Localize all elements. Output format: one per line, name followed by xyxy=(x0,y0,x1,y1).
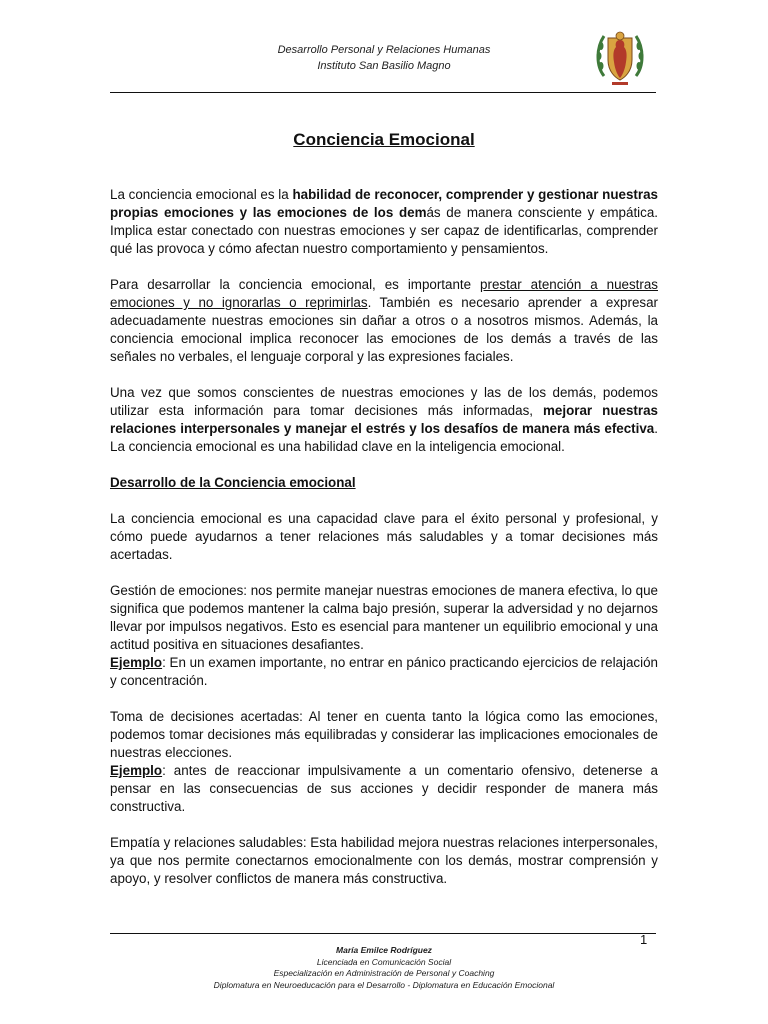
document-body xyxy=(110,186,658,906)
footer-divider xyxy=(110,933,656,934)
example-label: Ejemplo xyxy=(110,763,163,778)
paragraph-example-2 xyxy=(110,762,658,816)
section-subheading: Desarrollo de la Conciencia emocional xyxy=(110,475,356,490)
text-run: ás de manera consciente y empática. Implica estar conectado con nuestras emociones y ser capaz de identificarlas, comprender qué las provoca y cómo afectan nuestro comportamiento y pensamientos. xyxy=(110,205,658,256)
document-title: Conciencia Emocional xyxy=(293,130,475,149)
paragraph-benefits xyxy=(110,384,658,456)
paragraph-example-1 xyxy=(110,654,658,690)
example-text: : En un examen importante, no entrar en pánico practicando ejercicios de relajación y concentración. xyxy=(110,655,658,688)
header-course-title: Desarrollo Personal y Relaciones Humanas xyxy=(277,44,491,56)
page-header xyxy=(110,42,658,94)
underlined-text: prestar atención a nuestras emociones y no ignorarlas o reprimirlas xyxy=(110,277,658,310)
text-run: Para desarrollar la conciencia emocional, es importante xyxy=(110,277,481,292)
paragraph-decision-making: Toma de decisiones acertadas: Al tener en cuenta tanto la lógica como las emociones, podemos tomar decisiones más equilibradas y considerar las implicaciones emocionales de nuestras elecciones. xyxy=(110,709,658,760)
paragraph-development xyxy=(110,276,658,366)
example-label: Ejemplo xyxy=(110,655,163,670)
text-run: . La conciencia emocional es una habilidad clave en la inteligencia emocional. xyxy=(110,421,658,454)
header-divider xyxy=(110,92,656,93)
author-specialization: Especialización en Administración de Personal y Coaching xyxy=(273,968,495,978)
author-degree: Licenciada en Comunicación Social xyxy=(316,956,452,967)
institute-crest-logo xyxy=(594,26,646,88)
page-footer xyxy=(110,945,658,991)
author-name: María Emilce Rodríguez xyxy=(336,945,432,955)
header-text xyxy=(110,42,658,74)
paragraph-emotion-management: Gestión de emociones: nos permite manejar nuestras emociones de manera efectiva, lo que significa que podemos mantener la calma bajo presión, superar la adversidad y no dejarnos llevar por impulsos negativos. Esto es esencial para mantener un equilibrio emocional y una actitud positiva en situaciones desafiantes. xyxy=(110,583,658,652)
text-run: La conciencia emocional es la xyxy=(110,187,293,202)
header-institute-name: Instituto San Basilio Magno xyxy=(317,60,451,72)
bold-text: mejorar nuestras relaciones interpersonales y manejar el estrés y los desafíos de manera más efectiva xyxy=(110,403,658,436)
bold-text: habilidad de reconocer, comprender y gestionar nuestras propias emociones y las emociones de los dem xyxy=(110,187,658,220)
paragraph-definition xyxy=(110,186,658,258)
page-number: 1 xyxy=(640,932,648,947)
text-run: . También es necesario aprender a expresar adecuadamente nuestras emociones sin dañar a otros o a nosotros mismos. Además, la conciencia emocional implica reconocer las emociones de los demás a través de las señales no verbales, el lenguaje corporal y las expresiones faciales. xyxy=(110,295,658,364)
example-text: : antes de reaccionar impulsivamente a un comentario ofensivo, detenerse a pensar en las consecuencias de sus acciones y decidir responder de manera más constructiva. xyxy=(110,763,658,814)
paragraph-empathy: Empatía y relaciones saludables: Esta habilidad mejora nuestras relaciones interpersonales, ya que nos permite conectarnos emocionalmente con los demás, mostrar comprensión y apoyo, y resolver conflictos de manera más constructiva. xyxy=(110,835,658,886)
text-run: Una vez que somos conscientes de nuestras emociones y las de los demás, podemos utilizar esta información para tomar decisiones más informadas, xyxy=(110,385,658,418)
author-diplomas: Diplomatura en Neuroeducación para el Desarrollo - Diplomatura en Educación Emocional xyxy=(213,979,555,990)
paragraph-key-capacity: La conciencia emocional es una capacidad clave para el éxito personal y profesional, y cómo puede ayudarnos a tener relaciones más saludables y a tomar decisiones más acertadas. xyxy=(110,511,658,562)
